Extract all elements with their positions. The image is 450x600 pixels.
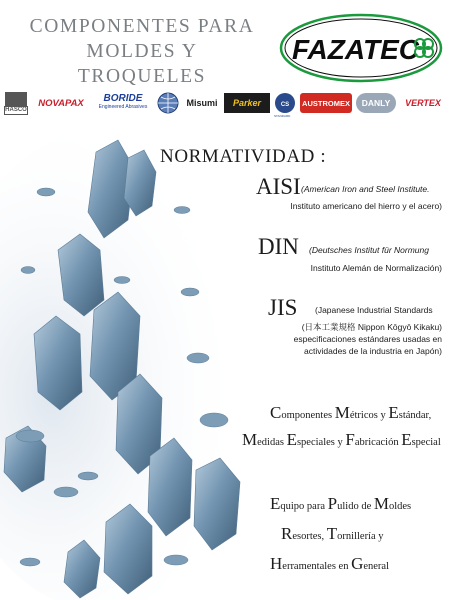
cap: P — [327, 494, 338, 513]
brand-globe — [156, 90, 180, 116]
pebble — [148, 438, 192, 536]
std-desc-line: Instituto americano del hierro y el acero) — [290, 201, 442, 211]
cap: C — [270, 403, 282, 422]
globe-icon — [156, 91, 180, 115]
pebble-chip — [174, 207, 190, 214]
service-line-2 — [242, 430, 441, 450]
hasco-emblem — [5, 92, 27, 106]
brand-danly: DANLY — [356, 93, 396, 113]
pebble-chip — [21, 267, 35, 274]
text: ulido de — [337, 501, 374, 512]
cap: H — [270, 554, 283, 573]
service-line-4 — [281, 524, 384, 544]
std-desc-aisi — [290, 200, 442, 212]
pebble-chip — [16, 430, 44, 442]
brand-standard — [274, 90, 296, 116]
std-desc-din — [311, 262, 442, 274]
brand-austromex: AUSTROMEX — [300, 93, 352, 113]
std-full-din: (Deutsches Institut für Normung — [309, 245, 429, 255]
brand-strip — [4, 90, 448, 118]
header-title-line1: COMPONENTES PARA — [29, 16, 255, 37]
cap: F — [345, 430, 355, 449]
std-desc-line: Instituto Alemán de Normalización) — [310, 263, 442, 273]
std-desc-line: especificaciones estándares usadas en — [293, 334, 442, 344]
text: étricos y — [349, 410, 389, 421]
cap: M — [334, 403, 350, 422]
std-code-jis: JIS — [268, 295, 298, 320]
text: eneral — [363, 561, 390, 572]
text: erramentales en — [282, 561, 352, 572]
service-line-1 — [270, 403, 431, 423]
text: ornillería y — [337, 531, 384, 542]
cap: E — [401, 430, 412, 449]
text: abricación — [354, 437, 402, 448]
fazatec-logo — [278, 10, 444, 86]
std-desc-jis — [294, 321, 442, 357]
cap: R — [281, 524, 293, 543]
std-full-aisi: (American Iron and Steel Institute. — [301, 184, 430, 194]
brand-vertex: VERTEX — [405, 98, 441, 108]
boride-label: BORIDE — [103, 93, 143, 104]
header-title-line2: MOLDES Y TROQUELES — [77, 41, 207, 87]
pebble-chip — [187, 353, 209, 363]
hexagon-pebbles-illustration — [0, 120, 260, 600]
brand-misumi: Misumi — [186, 98, 218, 108]
normatividad-title: NORMATIVIDAD : — [160, 146, 327, 167]
cap: E — [286, 430, 297, 449]
cap: G — [351, 554, 364, 573]
pebble-chip — [37, 188, 55, 196]
brand-boride — [94, 90, 152, 116]
std-desc-line: actividades de la industria en Japón) — [304, 346, 442, 356]
text: edidas — [257, 437, 287, 448]
brand-novapax: NOVAPAX — [38, 97, 84, 109]
brand-standard-label: STANDARD — [274, 114, 291, 118]
text: quipo para — [280, 501, 328, 512]
pebble-chip — [20, 558, 40, 566]
logo-text: FAZATEC — [292, 34, 420, 65]
cap: M — [373, 494, 389, 513]
std-full-jis: (Japanese Industrial Standards — [315, 305, 433, 315]
cap: T — [326, 524, 338, 543]
pebble-chip — [114, 277, 130, 284]
text: special — [411, 437, 441, 448]
svg-text:CS: CS — [280, 102, 290, 108]
text: speciales y — [296, 437, 346, 448]
pebble-chip — [200, 413, 228, 427]
cap: E — [270, 494, 281, 513]
brand-parker: Parker — [224, 93, 270, 113]
text: stándar, — [398, 410, 432, 421]
service-line-3 — [270, 494, 411, 514]
text: esortes, — [292, 531, 327, 542]
pebble-chip — [54, 487, 78, 497]
pebble-chip — [78, 472, 98, 480]
std-code-din: DIN — [258, 234, 299, 259]
cap: E — [388, 403, 399, 422]
hasco-label: HASCO — [5, 107, 27, 113]
pebble-chip — [181, 288, 199, 296]
pebble-chip — [164, 555, 188, 565]
cap: M — [242, 430, 258, 449]
standard-emblem-icon — [274, 91, 296, 115]
boride-sub: Engineered Abrasives — [98, 104, 148, 110]
std-desc-line: (日本工業規格 Nippon Kōgyō Kikaku) — [301, 322, 442, 332]
brand-hasco — [4, 90, 28, 116]
text: omponentes — [281, 410, 335, 421]
header-title — [22, 14, 262, 89]
std-code-aisi: AISI — [256, 174, 301, 199]
service-line-5 — [270, 554, 389, 574]
text: oldes — [388, 501, 412, 512]
